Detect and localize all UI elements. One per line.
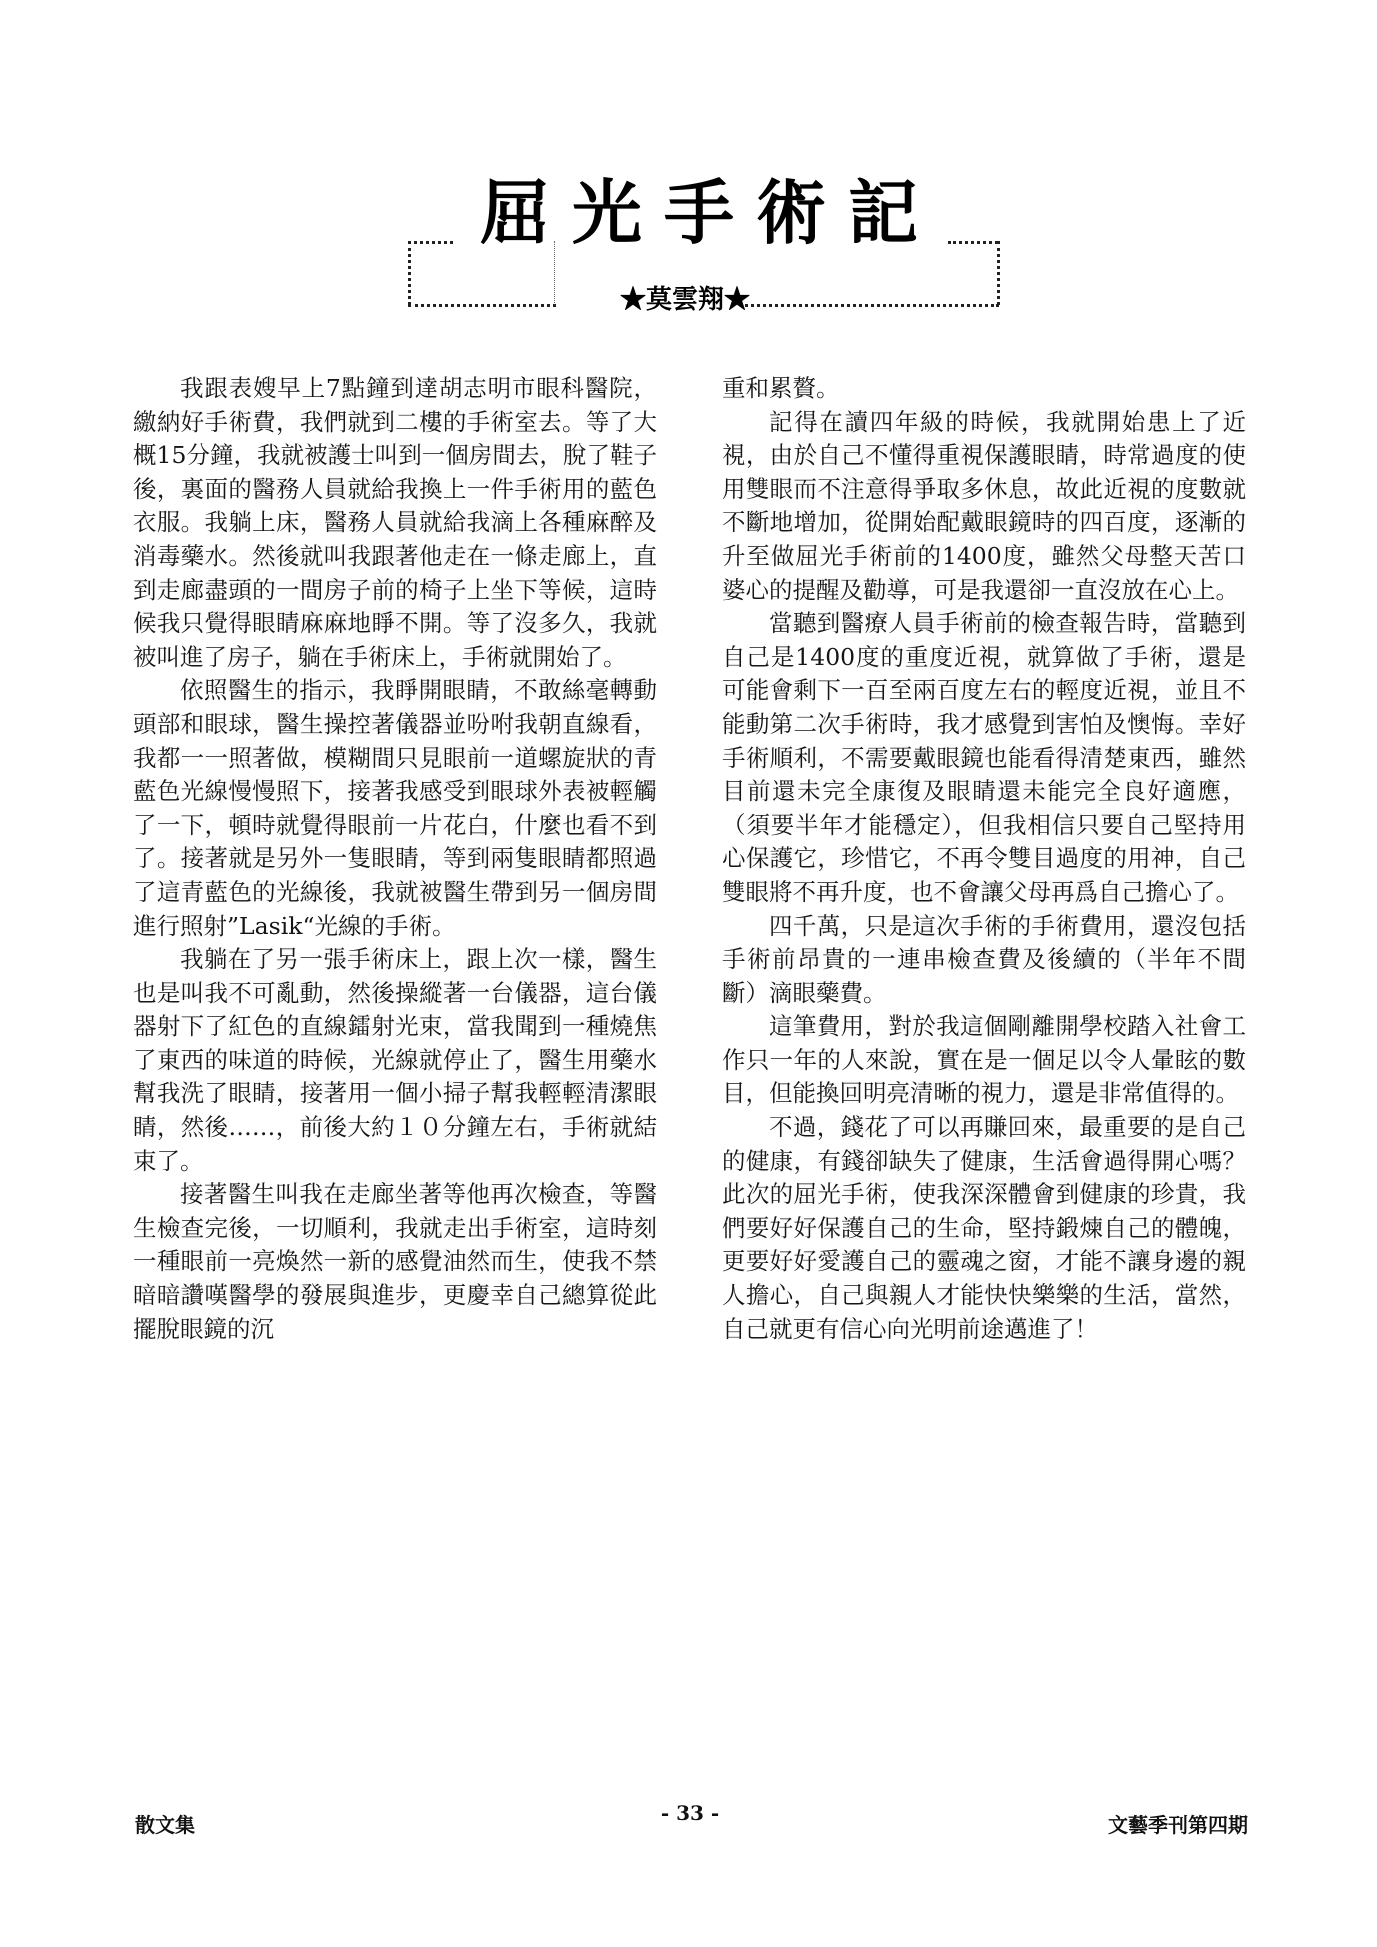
paragraph: 記得在讀四年級的時候，我就開始患上了近視，由於自己不懂得重視保護眼睛，時常過度的使用雙眼而不注意得爭取多休息，故此近視的度數就不斷地增加，從開始配戴眼鏡時的四百度，逐漸的升至做屈光手術前的1400度，雖然父母整天苦口婆心的提醒及勸導，可是我還卻一直沒放在心上。	[722, 407, 1246, 604]
title-frame-border	[554, 241, 555, 303]
title-frame-border	[408, 241, 453, 244]
footer-section-name: 散文集	[135, 1813, 195, 1837]
paragraph: 我躺在了另一張手術床上，跟上次一樣，醫生也是叫我不可亂動，然後操縱著一台儀器，這台儀器射下了紅色的直線鐳射光束，當我聞到一種燒焦了東西的味道的時候，光線就停止了，醫生用藥水幫我洗了眼睛，接著用一個小掃子幫我輕輕清潔眼睛，然後……，前後大約１０分鐘左右，手術就結束了。	[133, 945, 657, 1175]
title-frame-border	[997, 241, 1000, 305]
paragraph: 不過，錢花了可以再賺回來，最重要的是自己的健康，有錢卻缺失了健康，生活會過得開心嗎？此次的屈光手術，使我深深體會到健康的珍貴，我們要好好保護自己的生命，堅持鍛煉自己的體魄，更要好好愛護自己的靈魂之窗，才能不讓身邊的親人擔心，自己與親人才能快快樂樂的生活，當然，自己就更有信心向光明前途邁進了！	[722, 1113, 1246, 1343]
title-frame-border	[948, 241, 998, 244]
left-column	[133, 372, 657, 1346]
paragraph: 接著醫生叫我在走廊坐著等他再次檢查，等醫生檢查完後，一切順利，我就走出手術室，這時刻一種眼前一亮煥然一新的感覺油然而生，使我不禁暗暗讚嘆醫學的發展與進步，更慶幸自己總算從此擺脫眼鏡的沉	[133, 1180, 657, 1343]
right-column	[722, 372, 1246, 1346]
paragraph: 我跟表嫂早上7點鐘到達胡志明市眼科醫院，繳納好手術費，我們就到二樓的手術室去。等了大概15分鐘，我就被護士叫到一個房間去，脫了鞋子後，裏面的醫務人員就給我換上一件手術用的藍色衣服。我躺上床，醫務人員就給我滴上各種麻醉及消毒藥水。然後就叫我跟著他走在一條走廊上，直到走廊盡頭的一間房子前的椅子上坐下等候，這時候我只覺得眼睛麻麻地睜不開。等了沒多久，我就被叫進了房子，躺在手術床上，手術就開始了。	[133, 374, 657, 671]
paragraph: 這筆費用，對於我這個剛離開學校踏入社會工作只一年的人來說，實在是一個足以令人暈眩的數目，但能換回明亮清晰的視力，還是非常值得的。	[722, 1012, 1246, 1108]
title-frame-border	[408, 304, 556, 307]
footer-publication: 文藝季刊第四期	[1108, 1813, 1248, 1837]
paragraph: 四千萬，只是這次手術的手術費用，還沒包括手術前昂貴的一連串檢查費及後續的（半年不間斷）滴眼藥費。	[722, 911, 1246, 1007]
page-number: - 33 -	[660, 1801, 720, 1825]
author-byline: ★莫雲翔★	[619, 285, 750, 315]
title-frame-border	[408, 241, 411, 305]
paragraph-continuation: 重和累贅。	[722, 374, 840, 402]
article-title: 屈光手術記	[480, 171, 940, 254]
paragraph: 當聽到醫療人員手術前的檢查報告時，當聽到自己是1400度的重度近視，就算做了手術，還是可能會剩下一百至兩百度左右的輕度近視，並且不能動第二次手術時，我才感覺到害怕及懊悔。幸好手術順利，不需要戴眼鏡也能看得清楚東西，雖然目前還未完全康復及眼睛還未能完全良好適應，（須要半年才能穩定），但我相信只要自己堅持用心保護它，珍惜它，不再令雙目過度的用神，自己雙眼將不再升度，也不會讓父母再爲自己擔心了。	[722, 609, 1246, 906]
paragraph: 依照醫生的指示，我睜開眼睛，不敢絲毫轉動頭部和眼球，醫生操控著儀器並吩咐我朝直線看，我都一一照著做，模糊間只見眼前一道螺旋狀的青藍色光線慢慢照下，接著我感受到眼球外表被輕觸了一下，頓時就覺得眼前一片花白，什麼也看不到了。接著就是另外一隻眼睛，等到兩隻眼睛都照過了這青藍色的光線後，我就被醫生帶到另一個房間進行照射”Lasik“光線的手術。	[133, 676, 657, 940]
